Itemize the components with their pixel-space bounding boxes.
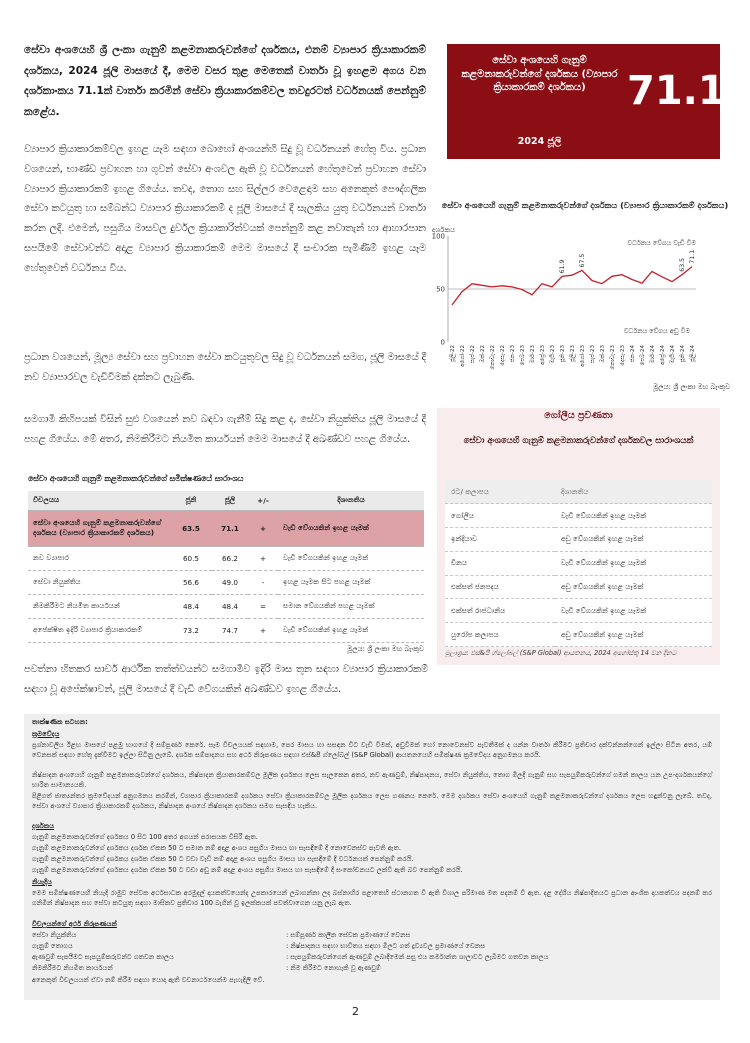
chart-x-tick-label: ජූනි-23 [560,345,566,363]
chart-x-tick-label: මැයි-23 [550,345,556,364]
table-cell: සමාන වේගයකින් පහළ යෑමක් [278,594,424,618]
definition-term: සේවා නියුක්තිය [32,931,77,939]
chart-x-tick-label: අගෝ-22 [460,345,466,367]
chart-x-tick-label: ජූලි-24 [690,345,696,362]
summary-col-variable: විචලයය [28,491,170,510]
chart-x-tick-label: සැප්-22 [470,345,476,364]
definition-text: : සම්පූර්ණ කාලීන සේවක ප්‍රමාණයේ වෙනස [286,931,411,939]
pmi-line-chart [428,222,728,384]
tech-sample-heading: නියැදිය [32,878,52,886]
table-cell: 73.2 [170,618,212,642]
chart-x-tick-label: ජූලි-22 [450,345,456,362]
chart-x-tick-label: නොවැ-22 [490,345,496,370]
summary-col-change: +/- [248,491,278,510]
tech-index-line: ගැනුම් කළමනාකරුවන්ගේ දර්ශකය දර්ශක ඒකක 50 ට වඩා අඩු නම් අදාළ අංශය පසුගිය මාසය හා සැසඳීමේ දී සංකෝචනයට ලක්වී ඇති බව පෙන්නුම් කරයි. [32,866,463,874]
table-cell: 48.4 [212,594,248,618]
chart-x-tick-label: අප්‍රේ-24 [660,345,666,365]
chart-x-tick-label: දෙසැ-23 [620,345,626,366]
table-cell: 74.7 [212,618,248,642]
table-cell: නිමකිරීමට නියමිත කාර්යයන් [28,594,170,618]
table-cell: 66.2 [212,546,248,570]
table-cell: වැඩි වේගයකින් ඉහළ යෑමක් [278,510,424,546]
table-cell: වැඩි වේගයකින් ඉහළ යෑමක් [555,551,712,575]
table-cell: + [248,618,278,642]
table-row [445,504,712,528]
chart-annotation-above: වර්ධනය වේගය වැඩි වීම [627,239,696,247]
table-cell: නව ව්‍යාපාර [28,546,170,570]
chart-data-label: 67.5 [579,253,586,268]
chart-data-label: 63.5 [679,257,686,272]
table-row [445,623,712,647]
table-cell: 63.5 [170,510,212,546]
chart-data-label: 71.1 [689,249,696,264]
chart-x-tick-label: අගෝ-23 [580,345,586,367]
table-row [445,551,712,575]
headline-index-box [447,44,726,159]
table-row [28,510,424,546]
table-cell: අඩු වේගයකින් ඉහළ යෑමක් [555,528,712,552]
page-number: 2 [352,1005,359,1018]
global-col-trend: දිශානතිය [555,480,712,504]
summary-table [28,491,424,643]
table-row [445,575,712,599]
chart-x-tick-label: මාර්-23 [530,345,536,364]
definition-text: : නිම කිරීමට නොහැකි වූ ඇණවුම් [286,964,381,972]
body-paragraph-expectations: පවත්නා හිතකර සාර්ව ආර්ථික තත්ත්වයන්ට සමගාමීව ඉදිරි මාස තුන සඳහා ව්‍යාපාර ක්‍රියාකාරකම් සඳහා වූ අපේක්ෂාවන්, ජූලි මාසයේ දී වැඩි වේගයකින් අඛණ්ඩව ඉහළ ගියේය. [24,664,428,695]
table-row [28,618,424,642]
table-row [445,599,712,623]
definition-text: : සැපයුම්කරුවන්ගෙන් ඇණවුම් ලබාදීමෙන් පසු එය කර්මාන්ත ශාලාවට ලැබීමට ගතවන කාලය [286,953,549,961]
table-cell: එක්සත් ජනපදය [445,575,555,599]
chart-x-tick-label: ඔක්-22 [480,345,486,363]
table-cell: + [248,546,278,570]
table-cell: + [248,510,278,546]
summary-col-july: ජූලි [212,491,248,510]
table-cell: ඉන්දියාව [445,528,555,552]
tech-sample-paragraph: මෙම සමීක්ෂණයෙහි නියැදි රාමුව සේවක අර්ථසාධක අරමුදල් දායකත්වයෙන්ද උපකාරයෙන් ලබාගන්නා ලද බස්නාහිර පළාතෙහි ස්ථානගත වී ඇති විශාල පරිමාණ මත පදනම් වී ඇත. දළ දේශීය නිෂ්පාදිතයට ප්‍රධාන ආංශික දායකත්වය පදනම් කර ගනිමින් නිෂ්පාදන සහ සේවා කටයුතු සඳහා මාසිකව ප්‍රතිචාර 100 බැගින් වූ ඉලක්කයක් පවත්වාගෙන යනු ලැබ ඇත. [32,889,712,907]
table-cell: චීනය [445,551,555,575]
chart-x-tick-label: ජන-23 [510,345,516,363]
chart-x-tick-label: ජන-24 [630,345,636,363]
chart-data-label: 61.9 [559,259,566,274]
headline-index-label: සේවා අංශයෙහි ගැනුම් කළමනාකරුවන්ගේ දර්ශකය (ව්‍යාපාර ක්‍රියාකාරකම් දර්ශකය) [461,55,618,93]
tech-index-line: ගැනුම් කළමනාකරුවන්ගේ දර්ශකය දර්ශක ඒකක 50 ට වඩා වැඩි නම් අදාළ අංශය පසුගිය මාසය හා සැසඳීමේ දී වර්ධනයක් පෙන්නුම් කරයි. [32,855,414,863]
table-row [28,546,424,570]
table-cell: අපේක්ෂිත ඉදිරි ව්‍යාපාර ක්‍රියාකාරකම් [28,618,170,642]
table-cell: - [248,570,278,594]
body-paragraph-activity: ව්‍යාපාර ක්‍රියාකාරකම්වල ඉහළ යෑම සඳහා බොහෝ අංශයන්හි සිදු වූ වර්ධනයන් හේතු විය. ප්‍රධාන වශයෙන්, භාණ්ඩ ප්‍රවාහන හා ගුවන් සේවා අංශවල ඇති වූ වර්ධනයන් හේතුවෙන් ප්‍රවාහන සේවා ව්‍යාපාර ක්‍රියාකාරකම් ඉහළ ගියේය. තවද, තොග සහ සිල්ලර වෙළෙඳාම සහ අනෙකුත් පෞද්ගලික සේවා කටයුතු හා සම්බන්ධ ව්‍යාපාර ක්‍රියාකාරකම් ද ජූලි මාසයේ දී සැලකිය යුතු වර්ධනයන් වාර්තා කරන ලදී. එමෙන්, පසුගිය මාසවල දුර්වල ක්‍රියාකාරිත්වයක් පෙන්නුම් කළ නවාතැන් හා ආහාරපාන සපයීමේ සේවාවන්ට අදාළ ව්‍යාපාර ක්‍රියාකාරකම් මෙම මාසයේ දී සංචාරක පැමිණීම් ඉහළ යෑම හේතුවෙන් වර්ධනය විය. [24,144,426,274]
chart-y-tick-label: 100 [431,232,445,241]
table-cell: යුරෝප කලාපය [445,623,555,647]
global-col-region: රට/ කලාපය [445,480,555,504]
table-cell: ඉහළ යෑමක සිට පහළ යෑමක් [278,570,424,594]
chart-x-tick-label: සැප්-23 [590,345,596,364]
headline-index-date: 2024 ජූලි [517,136,562,147]
table-cell: 49.0 [212,570,248,594]
table-cell: 60.5 [170,546,212,570]
tech-heading: තාක්ෂණික සටහන: [32,718,88,726]
definition-term: ඇණවුම් සැපයීමට සැපයුම්කරුවන්ට ගතවන කාලය [32,953,174,961]
chart-x-tick-label: දෙසැ-22 [500,345,506,366]
chart-y-tick-label: 0 [440,338,445,347]
chart-y-axis-label: දර්ශකය [432,226,456,234]
table-row [28,594,424,618]
definition-term: නිමකිරීමට නියමිත කාර්යයන් [32,964,113,972]
table-cell: එක්සත් රාජධානිය [445,599,555,623]
chart-x-tick-label: ඔක්-23 [600,345,606,363]
definition-text: : නිෂ්පාදනය සඳහා භාවිතය සඳහා මිලට ගත් ද්‍රව්‍යවල ප්‍රමාණයේ වෙනස [286,942,486,950]
table-cell: = [248,594,278,618]
tech-index-line: ගැනුම් කළමනාකරුවන්ගේ දර්ශකය දර්ශක ඒකක 50 ට සමාන නම් අදාළ අංශය පසුගිය මාසය හා සැසඳීමේ දී නොවෙනස්ව පැවති ඇත. [32,844,402,852]
table-cell: සේවා නියුක්තිය [28,570,170,594]
global-trends-source: මූලාශ්‍රය: එස්&පී ග්ලෝබල් (S&P Global) ආයතනය, 2024 අගෝස්තු 14 වන දිනට [445,649,677,657]
table-cell: 48.4 [170,594,212,618]
table-row [445,528,712,552]
tech-method-heading: ක්‍රමවේදය [32,730,60,738]
table-cell: වැඩි වේගයකින් ඉහළ යෑමක් [278,546,424,570]
chart-x-tick-label: නොවැ-23 [610,345,616,370]
table-cell: 56.6 [170,570,212,594]
table-row [28,570,424,594]
chart-title: සේවා අංශයෙහි ගැනුම් කළමනාකරුවන්ගේ දර්ශකය (ව්‍යාපාර ක්‍රියාකාරකම් දර්ශකය) [441,200,729,210]
headline-index-value: 71.1 [627,68,726,114]
lead-paragraph: සේවා අංශයෙහි ශ්‍රී ලංකා ගැනුම් කළමනාකරුවන්ගේ දර්ශකය, එනම් ව්‍යාපාර ක්‍රියාකාරකම් දර්ශකය, 2024 ජූලි මාසයේ දී, මෙම වසර තුළ මෙතෙක් වාර්තා වූ ඉහළම අගය වන දර්ශකාංකය 71.1ක් වාර්තා කරමින් සේවා ක්‍රියාකාරකම්වල තවදුරටත් වර්ධනයක් පෙන්නුම් කළේය. [24,44,426,118]
global-trends-panel [437,408,720,665]
chart-y-tick-label: 50 [436,285,445,294]
global-trends-table [445,480,712,647]
tech-method-paragraph-2: නිෂ්පාදන අංශයෙහි ගැනුම් කළමනාකරුවන්ගේ දර්ශකය, නිෂ්පාදන ක්‍රියාකාරකම්වල මූලික දර්ශකය ලෙස සැලකෙන අතර, නව ඇණවුම්, නිෂ්පාදනය, සේවා නියුක්තිය, තොග මිලදී ගැනුම් සහ සැපයුම්කරුවන්ගේ ගමන් කාලය යන උප-දර්ශකයන්ගේ භාරිත සාමාන්‍යයකි. [32,771,712,789]
table-cell: වැඩි වේගයකින් ඉහළ යෑමක් [278,618,424,642]
tech-method-paragraph-3: පිළිගත් ජාත්‍යන්තර ක්‍රමවේදයන් අනුගමනය කරමින්, ව්‍යාපාර ක්‍රියාකාරකම් දර්ශකය සේවා ක්‍රියාකාරකම්වල මූලික දර්ශකය ලෙස ගණනය කෙරේ. මෙම දර්ශකය සේවා අංශයෙහි ගැනුම් කළමනාකරුවන්ගේ දර්ශකය ලෙස හඳුන්වනු ලැබේ. තවද, සේවා අංශයේ ව්‍යාපාර ක්‍රියාකාරකම් දර්ශකය, නිෂ්පාදන අංශයේ නිෂ්පාදන දර්ශකය සමග සැසඳිය හැකිය. [32,792,712,810]
global-table-header [445,480,712,504]
definition-term: ගැනුම් තොගය [32,942,73,950]
table-cell: 71.1 [212,510,248,546]
chart-annotation-below: වර්ධනය වේගය අඩු වීම [623,327,690,335]
tech-index-heading: දර්ශකය [32,822,55,830]
global-trends-heading: ගෝලීය ප්‍රවණතා [544,410,613,421]
chart-x-tick-label: ජූලි-23 [570,345,576,362]
summary-table-header [28,491,424,510]
summary-col-june: ජූනි [170,491,212,510]
body-paragraph-new-business: ප්‍රධාන වශයෙන්, මූල්‍ය සේවා සහ ප්‍රවාහන සේවා කටයුතුවල සිදු වූ වර්ධනයන් සමග, ජූලි මාසයේ දී නව ව්‍යාපාරවල වැඩිවීමක් දක්නට ලැබුණි. [24,352,426,383]
table-cell: සේවා අංශයෙහි ගැනුම් කළමනාකරුවන්ගේ දර්ශකය (ව්‍යාපාර ක්‍රියාකාරකම් දර්ශකය) [28,510,170,546]
chart-x-tick-label: මැයි-24 [670,345,676,364]
chart-x-tick-label: පෙබ-23 [520,345,526,366]
table-cell: ගෝලීය [445,504,555,528]
summary-table-source: මූලය: ශ්‍රී ලංකා මහ බැංකුව [347,645,424,653]
chart-source: මූලය: ශ්‍රී ලංකා මහ බැංකුව [653,383,730,391]
summary-table-title: සේවා අංශයෙහි ගැනුම් කළමනාකරුවන්ගේ සමීක්ෂණයේ සාරාංශය [28,474,244,483]
chart-x-tick-label: පෙබ-24 [640,345,646,366]
table-cell: වැඩි වේගයකින් ඉහළ යෑමක් [555,504,712,528]
summary-col-trend: දිශානතිය [278,491,424,510]
chart-series-line [452,267,692,305]
table-cell: වැඩි වේගයකින් ඉහළ යෑමක් [555,599,712,623]
tech-definitions-heading: විචලයන්ගේ අර්ථ නිරූපණයන් [32,920,117,928]
tech-method-paragraph-1: ප්‍රශ්නාවලිය ඊළඟ මාසයේ පළමු භාගයේ දී සම්පූර්ණ කෙරේ. සෑම විචලයයක් සඳහාම, පෙර මාසය හා සසඳන විට වැඩි වීමක්, අඩුවීමක් හෝ නොවෙනස්ව පැවතීමක් ද යන්න වාර්තා කිරීමට ප්‍රතිචාර දක්වන්නන්ගෙන් ඉල්ලා සිටින අතර, යම් වෙනසක් සඳහා හේතු දැක්වීමට ඉල්ලා සිටිනු ලැබේ. දර්ශක සම්පාදනය සහ අර්ථ නිරූපණය සඳහා එස්&පී ග්ලෝබල් (S&P Global) ආයතනයෙහි සමීක්ෂණ ක්‍රමවේදය අනුගමනය කරයි. [32,741,712,759]
chart-x-tick-label: මාර්-24 [650,345,656,364]
tech-closing-line: අනෙකුත් විචලයයන් ඒවා නම් කිරීම සඳහා යොදා ඇති වචනාර්ථයෙන්ම පැහැදිලි වේ. [32,976,265,984]
technical-notes [24,714,720,1000]
global-trends-subheading: සේවා අංශයෙහි ගැනුම් කළමනාකරුවන්ගේ දර්ශකවල සාරාංශයක් [463,436,694,446]
table-cell: අඩු වේගයකින් ඉහළ යෑමක් [555,575,712,599]
chart-x-tick-label: අප්‍රේ-23 [540,345,546,365]
tech-index-line: ගැනුම් කළමනාකරුවන්ගේ දර්ශකය 0 සිට 100 අතර අගයන් පරාසයක විසිරී ඇත. [32,833,258,841]
chart-x-tick-label: ජූනි-24 [680,345,686,363]
body-paragraph-employment: සමගාමී කිහිපයක් විසින් සුළු වශයෙන් නව බඳවා ගැනීම් සිදු කළ ද, සේවා නියුක්තිය ජූලි මාසයේ දී පහළ ගියේය. මේ අතර, නිමකිරීමට නියමිත කාර්යයන් මෙම මාසයේ දී අඛණ්ඩව පහළ ගියේය. [24,414,426,445]
table-cell: අඩු වේගයකින් ඉහළ යෑමක් [555,623,712,647]
